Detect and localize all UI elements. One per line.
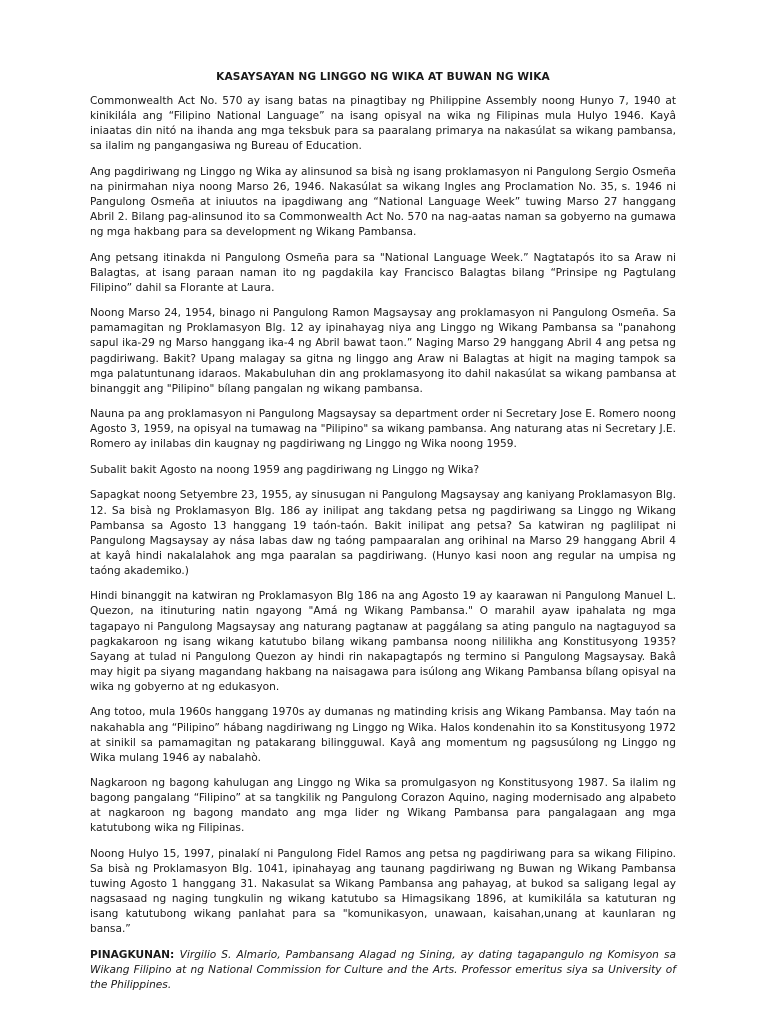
paragraph-quezon-birthday: Hindi binanggit na katwiran ng Proklamasyon Blg 186 na ang Agosto 19 ay kaarawan ni Pangulong Manuel L. Quezon, na itinuturing natin ngayong "Amá ng Wikang Pambansa." O marahil ayaw ipahalata ng mga tagapayo ni Pangulong Magsaysay ang naturang pagtanaw at paggálang sa ating pangulo na nagtaguyod sa pagkakaroon ng isang wikang katutubo bilang wikang pambansa noong nililikha ang Konstitusyong 1935? Sayang at tulad ni Pangulong Quezon ay hindi rin nakapagtapós ng termino si Pangulong Magsaysay. Bakâ may higit pa siyang magandang hakbang na naisagawa para isúlong ang Wikang Pambansa bílang opisyal na wika ng gobyerno at ng edukasyon. <box>90 590 676 693</box>
paragraph-romero-order: Nauna pa ang proklamasyon ni Pangulong Magsaysay sa department order ni Secretary Jose E. Romero noong Agosto 3, 1959, na opisyal na tumawag na "Pilipino" sa wikang pambansa. Ang naturang atas ni Secretary J.E. Romero ay inilabas din kaugnay ng pagdiriwang ng Linggo ng Wika noong 1959. <box>90 408 676 451</box>
paragraph-konstitusyong-1987: Nagkaroon ng bagong kahulugan ang Linggo ng Wika sa promulgasyon ng Konstitusyong 1987. Sa ilalim ng bagong pangalang “Filipino” at sa tangkilik ng Pangulong Corazon Aquino, naging modernisado ang alpabeto at nagkaroon ng bagong mandato ang mga lider ng Wikang Pambansa para pangalagaan ang mga katutubong wika ng Filipinas. <box>90 777 676 835</box>
paragraph-krisis: Ang totoo, mula 1960s hanggang 1970s ay dumanas ng matinding krisis ang Wikang Pambansa. May taón na nakahabla ang “Pilipino” hábang nagdiriwang ng Linggo ng Wika. Halos kondenahin ito sa Konstitusyong 1972 at sinikil sa pamamagitan ng patakarang bilingguwal. Kayâ ang momentum ng pagsusúlong ng Linggo ng Wika mulang 1946 ay nabalahò. <box>90 706 676 764</box>
paragraph-buwan-ng-wika: Noong Hulyo 15, 1997, pinalakí ni Pangulong Fidel Ramos ang petsa ng pagdiriwang para sa wikang Filipino. Sa bisà ng Proklamasyon Blg. 1041, ipinahayag ang taunang pagdiriwang ng Buwan ng Wikang Pambansa tuwing Agosto 1 hanggang 31. Nakasulat sa Wikang Pambansa ang pahayag, at bukod sa saligang legal ay nagsasaad ng naging tungkulin ng wikang katutubo sa Himagsikang 1896, at kumikilála sa katuturan ng isang katutubong wikang panlahat para sa "komunikasyon, unawaan, kaisahan,unang at kaunlaran ng bansa.” <box>90 847 676 936</box>
document-title: KASAYSAYAN NG LINGGO NG WIKA AT BUWAN NG WIKA <box>216 71 550 83</box>
paragraph-question-agosto: Subalit bakit Agosto na noong 1959 ang pagdiriwang ng Linggo ng Wika? <box>90 463 480 476</box>
paragraph-araw-ni-balagtas: Ang petsang itinakda ni Pangulong Osmeña para sa "National Language Week.” Nagtatapós ito sa Araw ni Balagtas, at isang paraan naman ito ng pagdakila kay Francisco Balagtas bilang “Prinsipe ng Pagtulang Filipino” dahil sa Florante at Laura. <box>90 251 676 294</box>
source-text: Virgilio S. Almario, Pambansang Alagad ng Sining, ay dating tagapangulo ng Komisyon sa Wikang Filipino at ng National Commission for Culture and the Arts. Professor emeritus siya sa University of the Philippines. <box>90 948 676 992</box>
source-paragraph: PINAGKUNAN: Virgilio S. Almario, Pambansang Alagad ng Sining, ay dating tagapangulo ng Komisyon sa Wikang Filipino at ng National Commission for Culture and the Arts. Professor emeritus siya sa University of the Philippines. <box>90 948 676 992</box>
paragraph-osmena-proclamation: Ang pagdiriwang ng Linggo ng Wika ay alinsunod sa bisà ng isang proklamasyon ni Pangulong Sergio Osmeña na pinirmahan niya noong Marso 26, 1946. Nakasúlat sa wikang Ingles ang Proclamation No. 35, s. 1946 ni Pangulong Osmeña at iniuutos na ipagdiwang ang “National Language Week” tuwing Marso 27 hanggang Abril 2. Bilang pag-alinsunod ito sa Commonwealth Act No. 570 na nag-aatas naman sa gobyerno na gumawa ng mga hakbang para sa development ng Wikang Pambansa. <box>90 165 676 239</box>
document-page <box>90 71 676 1004</box>
source-label: PINAGKUNAN <box>90 948 171 961</box>
paragraph-magsaysay-1954: Noong Marso 24, 1954, binago ni Pangulong Ramon Magsaysay ang proklamasyon ni Pangulong Osmeña. Sa pamamagitan ng Proklamasyon Blg. 12 ay ipinahayag niya ang Linggo ng Wikang Pambansa sa "panahong sapul ika-29 ng Marso hanggang ika-4 ng Abril bawat taon.” Naging Marso 29 hanggang Abril 4 ang petsa ng pagdiriwang. Bakit? Upang malagay sa gitna ng linggo ang Araw ni Balagtas at higit na maging tampok sa mga palatuntunang idaraos. Makabuluhan din ang proklamasyong ito dahil nakasúlat sa wikang pambansa at binanggit ang "Pilipino" bílang pangalan ng wikang pambansa. <box>90 307 676 395</box>
paragraph-proklamasyon-186: Sapagkat noong Setyembre 23, 1955, ay sinusugan ni Pangulong Magsaysay ang kaniyang Proklamasyon Blg. 12. Sa bisà ng Proklamasyon Blg. 186 ay inilipat ang takdang petsa ng pagdiriwang sa Linggo ng Wikang Pambansa sa Agosto 13 hanggang 19 taón-taón. Bakit inilipat ang petsa? Sa katwiran ng paglilipat ni Pangulong Magsaysay ay nása labas daw ng taóng pampaaralan ang orihinal na Marso 29 hanggang Abril 4 at kayâ hindi nakalalahok ang mga paaralan sa pagdiriwang. (Hunyo kasi noon ang regular na umpisa ng taóng akademiko.) <box>90 489 676 577</box>
paragraph-commonwealth-act: Commonwealth Act No. 570 ay isang batas na pinagtibay ng Philippine Assembly noong Hunyo 7, 1940 at kinikilála ang “Filipino National Language” na isang opisyal na wika ng Filipinas mula Hulyo 1946. Kayâ iniaatas din nitó na ihanda ang mga teksbuk para sa paaralang primarya na nakasúlat sa wikang pambansa, sa ilalim ng pangangasiwa ng Bureau of Education. <box>90 95 676 153</box>
